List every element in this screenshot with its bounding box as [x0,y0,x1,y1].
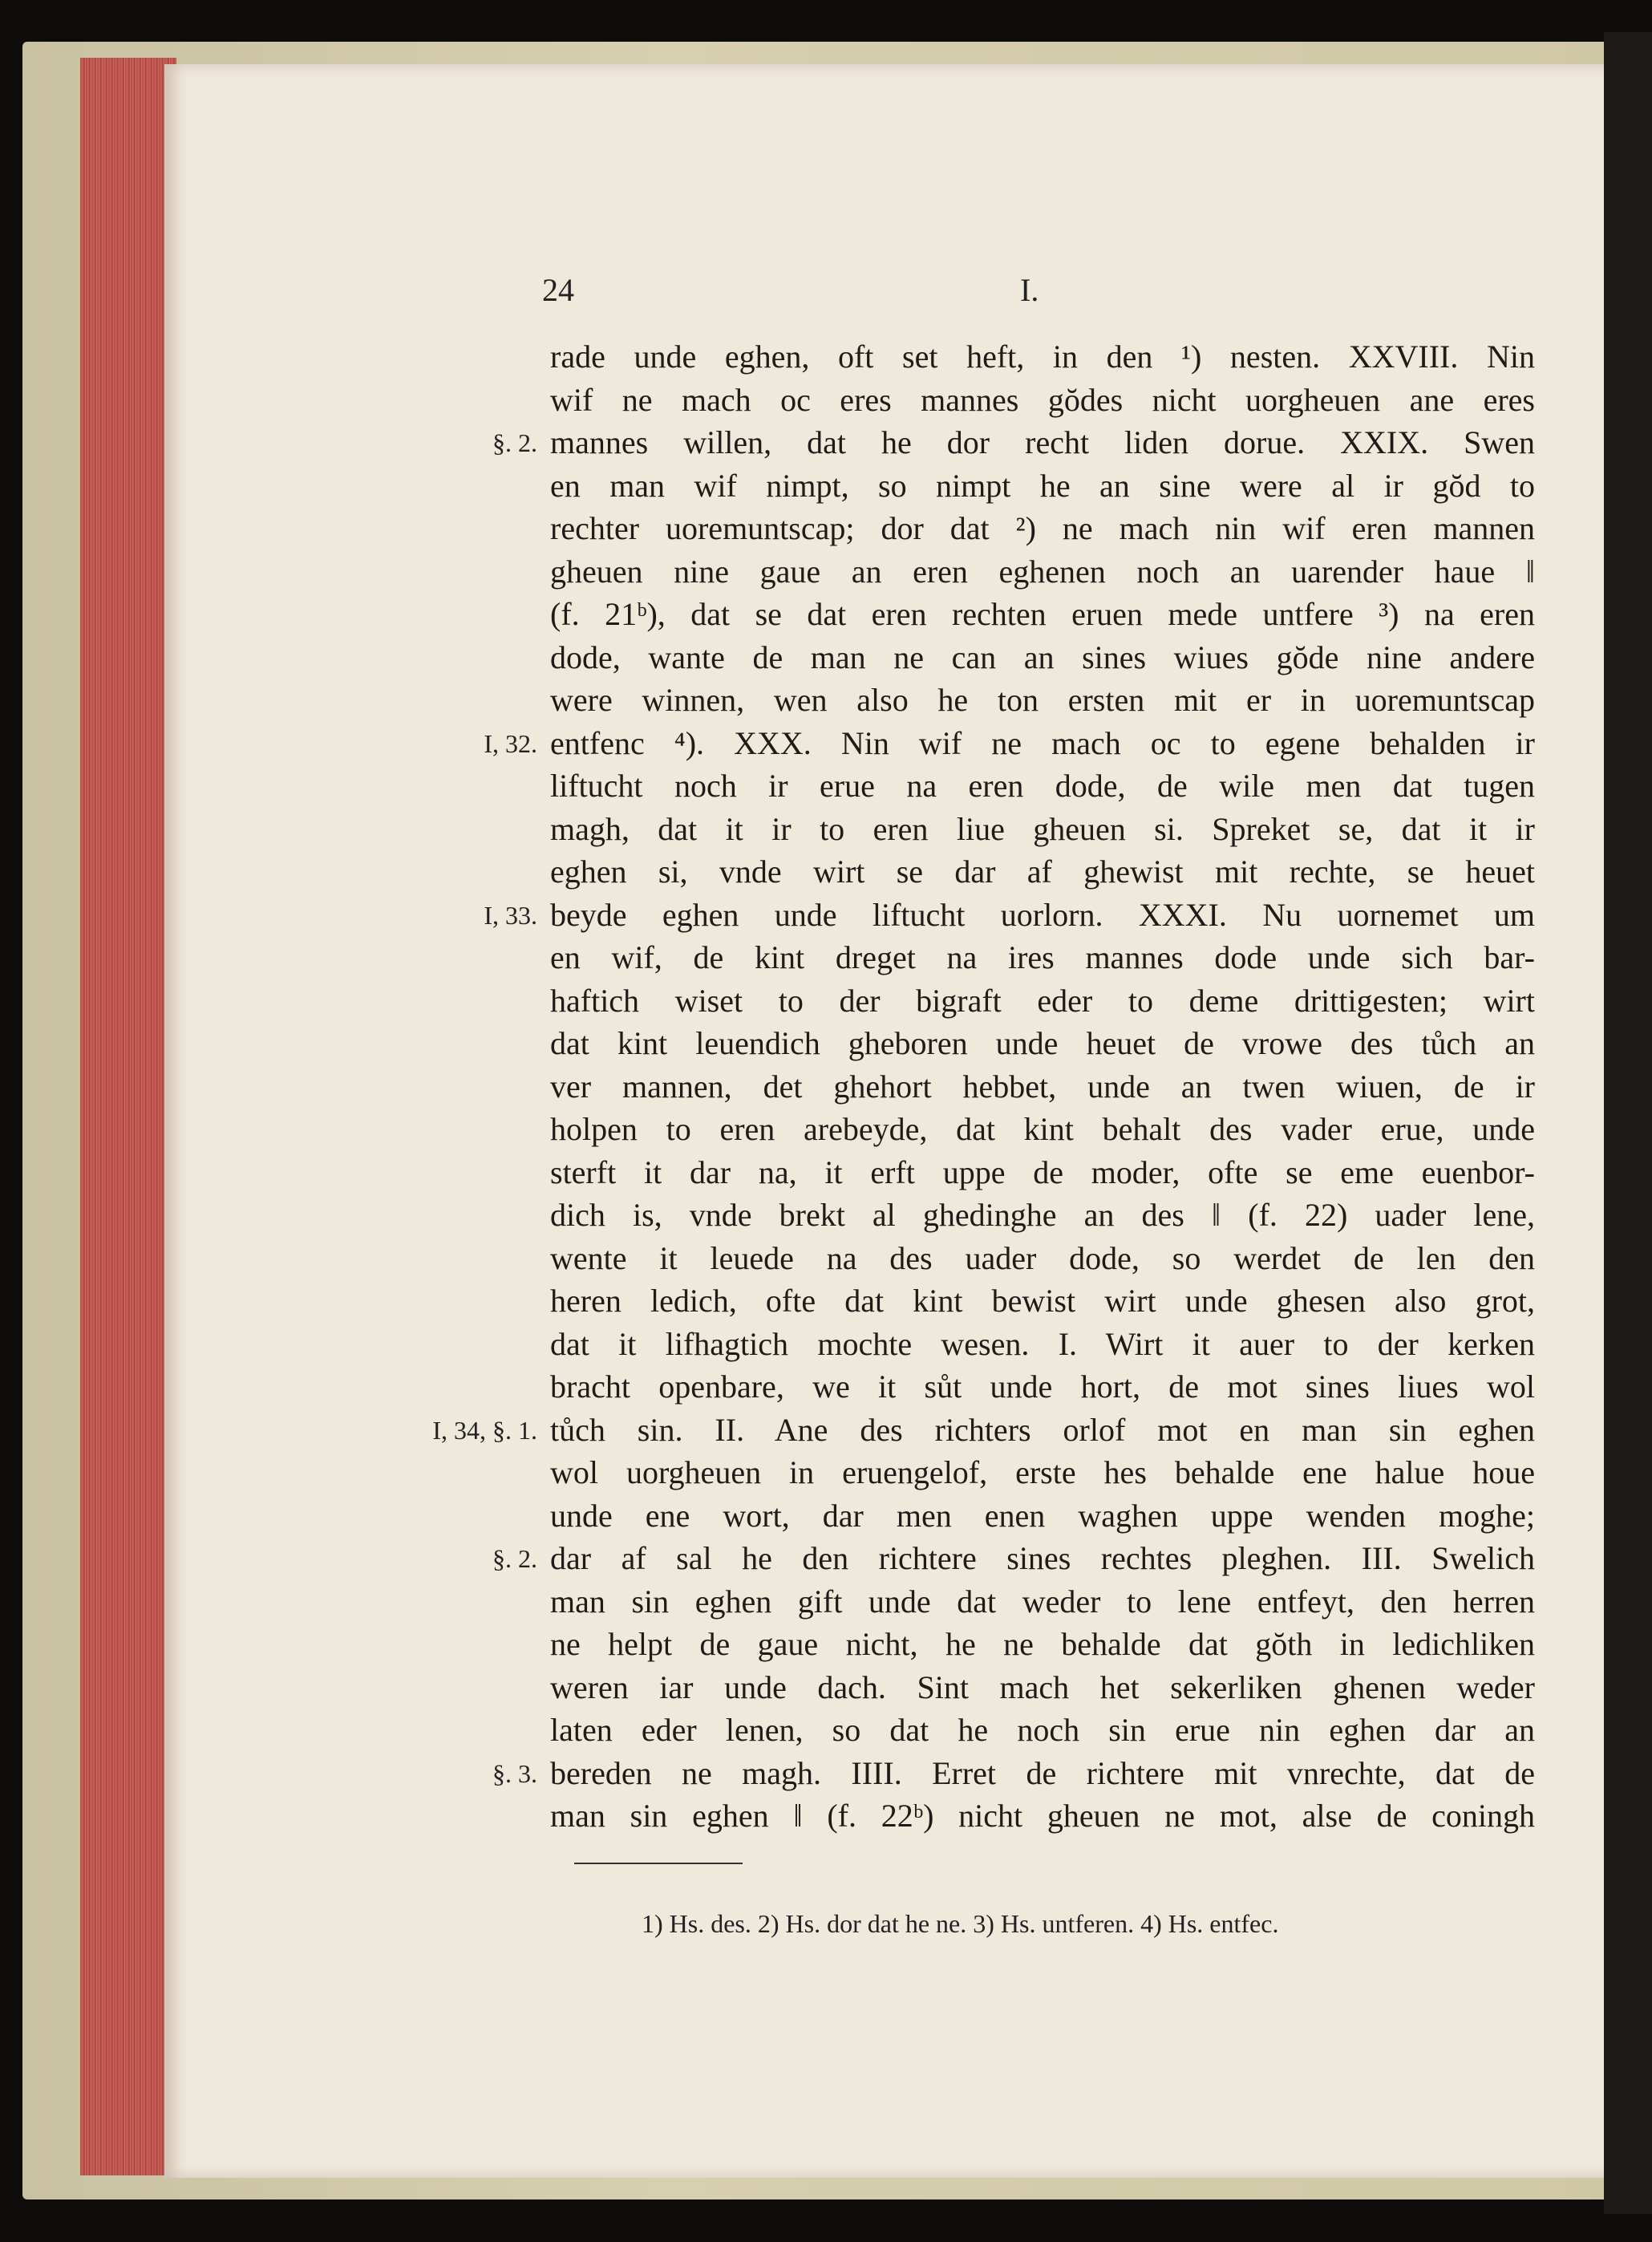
margin-ref: §. 3. [492,1758,537,1788]
text-line: tůch sin. II. Ane des richters orlof mot en man sin eghen [550,1411,1535,1448]
text-line: man sin eghen gift unde dat weder to lene entfeyt, den herren [550,1583,1535,1620]
text-line: haftich wiset to der bigraft eder to deme drittigesten; wirt [550,982,1535,1019]
text-line: beyde eghen unde liftucht uorlorn. XXXI. Nu uornemet um [550,896,1535,933]
text-line: wente it leuede na des uader dode, so werdet de len den [550,1239,1535,1276]
text-line: dat kint leuendich gheboren unde heuet de vrowe des tůch an [550,1025,1535,1061]
text-line: heren ledich, ofte dat kint bewist wirt unde ghesen also grot, [550,1283,1535,1319]
text-line: dar af sal he den richtere sines rechtes pleghen. III. Swelich [550,1540,1535,1576]
text-line: dat it lifhagtich mochte wesen. I. Wirt it auer to der kerken [550,1325,1535,1362]
margin-ref: §. 2. [492,428,537,457]
section-heading: I. [1020,272,1039,308]
page-number: 24 [542,272,574,308]
text-line: sterft it dar na, it erft uppe de moder, ofte se eme euenbor- [550,1153,1535,1190]
text-line: magh, dat it ir to eren liue gheuen si. Spreket se, dat it ir [550,810,1535,847]
text-line: en man wif nimpt, so nimpt he an sine were al ir gŏd to [550,467,1535,504]
text-line: (f. 21ᵇ), dat se dat eren rechten eruen mede untfere ³) na eren [550,596,1535,632]
text-line: man sin eghen ‖ (f. 22ᵇ) nicht gheuen ne mot, alse de coningh [550,1798,1535,1834]
text-line: ne helpt de gaue nicht, he ne behalde dat gŏth in ledichliken [550,1626,1535,1662]
text-line: bereden ne magh. IIII. Erret de richtere mit vnrechte, dat de [550,1754,1535,1791]
text-line: holpen to eren arebeyde, dat kint behalt des vader erue, unde [550,1111,1535,1147]
text-line: laten eder lenen, so dat he noch sin erue nin eghen dar an [550,1712,1535,1748]
text-line: were winnen, wen also he ton ersten mit er in uoremuntscap [550,682,1535,718]
text-line: eghen si, vnde wirt se dar af ghewist mit rechte, se heuet [550,853,1535,890]
text-line: dich is, vnde brekt al ghedinghe an des ‖ (f. 22) uader lene, [550,1197,1535,1233]
text-line: bracht openbare, we it sůt unde hort, de mot sines liues wol [550,1368,1535,1405]
text-line: dode, wante de man ne can an sines wiues gŏde nine andere [550,639,1535,675]
text-line: ver mannen, det ghehort hebbet, unde an twen wiuen, de ir [550,1068,1535,1105]
text-line: en wif, de kint dreget na ires mannes dode unde sich bar- [550,939,1535,975]
footnotes: 1) Hs. des. 2) Hs. dor dat he ne. 3) Hs. untferen. 4) Hs. entfec. [642,1909,1279,1938]
text-line: gheuen nine gaue an eren eghenen noch an uarender haue ‖ [550,553,1535,590]
margin-ref: I, 33. [484,900,537,930]
text-line: liftucht noch ir erue na eren dode, de wile men dat tugen [550,768,1535,804]
text-line: rade unde eghen, oft set heft, in den ¹) nesten. XXVIII. Nin [550,339,1535,375]
text-line: unde ene wort, dar men enen waghen uppe wenden moghe; [550,1497,1535,1534]
text-line: weren iar unde dach. Sint mach het sekerliken ghenen weder [550,1668,1535,1705]
book-gutter [1604,32,1652,2214]
page-edges [80,58,176,2175]
text-line: wol uorgheuen in eruengelof, erste hes behalde ene halue houe [550,1454,1535,1490]
text-line: wif ne mach oc eres mannes gŏdes nicht uorgheuen ane eres [550,381,1535,418]
footnote-rule [574,1863,743,1864]
margin-ref: §. 2. [492,1544,537,1573]
margin-ref: I, 34, §. 1. [432,1415,537,1445]
text-line: rechter uoremuntscap; dor dat ²) ne mach nin wif eren mannen [550,510,1535,546]
text-line: entfenc ⁴). XXX. Nin wif ne mach oc to egene behalden ir [550,724,1535,761]
text-line: mannes willen, dat he dor recht liden dorue. XXIX. Swen [550,424,1535,460]
margin-ref: I, 32. [484,728,537,758]
